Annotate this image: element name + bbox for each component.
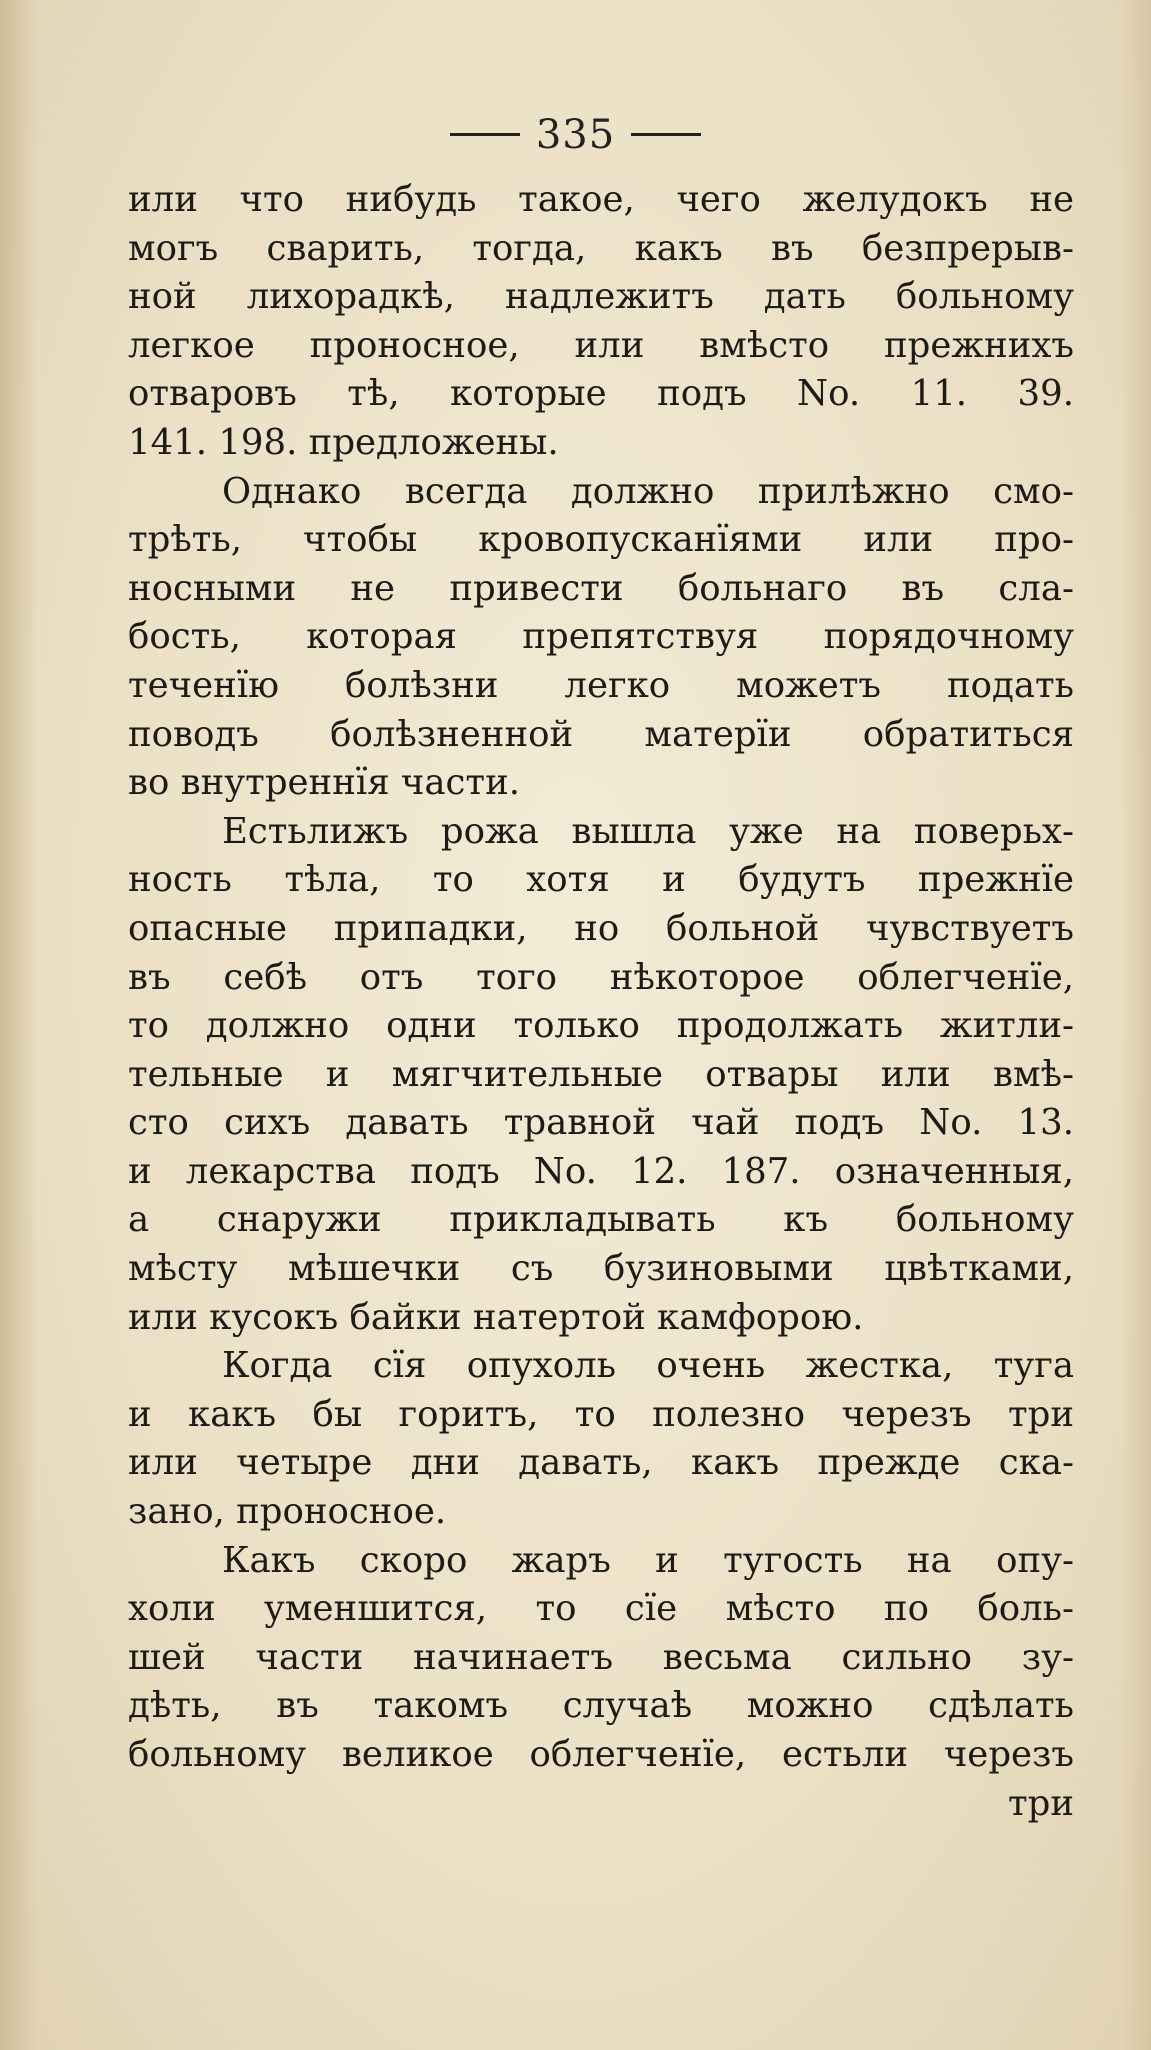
paragraph-start: Когда сїя опухоль очень жестка, туга [222,1345,1074,1387]
text-line: шей части начинаетъ весьма сильно зу- [128,1636,1074,1678]
text-line: холи уменшится, то сїе мѣсто по боль- [128,1588,1074,1630]
text-line: трѣть, чтобы кровопусканїями или про- [128,519,1074,561]
text-line: и какъ бы горитъ, то полезно черезъ три [128,1393,1074,1435]
text-line: могъ сварить, тогда, какъ въ безпрерыв- [128,227,1074,269]
text-line: дѣть, въ такомъ случаѣ можно сдѣлать [128,1685,1074,1727]
text-line: или что нибудь такое, чего желудокъ не [128,179,1074,220]
page-number: 335 [535,112,616,158]
text-line: легкое проносное, или вмѣсто прежнихъ [128,324,1074,366]
text-line: носными не привести больнаго въ сла- [128,567,1074,609]
text-line: теченїю болѣзни легко можетъ подать [128,664,1074,706]
page-header [0,112,1151,158]
text-line: поводъ болѣзненной матерїи обратиться [128,713,1074,755]
text-line: тельные и мягчительные отвары или вмѣ- [128,1053,1074,1095]
text-line: или четыре дни давать, какъ прежде ска- [128,1442,1074,1484]
text-line: отваровъ тѣ, которые подъ No. 11. 39. [128,373,1074,415]
text-line: а снаружи прикладывать къ больному [128,1199,1074,1241]
text-line: и лекарства подъ No. 12. 187. означенныя, [128,1150,1074,1192]
text-line: въ себѣ отъ того нѣкоторое облегченїе, [128,956,1074,998]
text-line: то должно одни только продолжать житли- [128,1005,1074,1047]
page-body-text [128,176,1074,1828]
text-line: зано, проносное. [128,1491,447,1533]
text-line: сто сихъ давать травной чай подъ No. 13. [128,1102,1074,1144]
paragraph-start: Естьлижъ рожа вышла уже на поверьх- [222,810,1074,852]
text-line: мѣсту мѣшечки съ бузиновыми цвѣтками, [128,1248,1074,1290]
paragraph-start: Какъ скоро жаръ и тугость на опу- [222,1539,1074,1581]
header-dash-left [450,133,520,136]
header-dash-right [631,133,701,136]
paragraph-start: Однако всегда должно прилѣжно смо- [222,470,1074,512]
text-line: или кусокъ байки натертой камфорою. [128,1296,864,1338]
text-line: опасные припадки, но больной чувствуетъ [128,907,1074,949]
text-line: бость, которая препятствуя порядочному [128,616,1074,658]
text-line: больному великое облегченїе, естьли черезъ [128,1734,1074,1775]
text-line: во внутреннїя части. [128,762,521,804]
text-line: ность тѣла, то хотя и будутъ прежнїе [128,859,1074,901]
catchword: три [1007,1782,1074,1824]
text-line: ной лихорадкѣ, надлежитъ дать больному [128,276,1074,318]
text-line: 141. 198. предложены. [128,421,559,463]
